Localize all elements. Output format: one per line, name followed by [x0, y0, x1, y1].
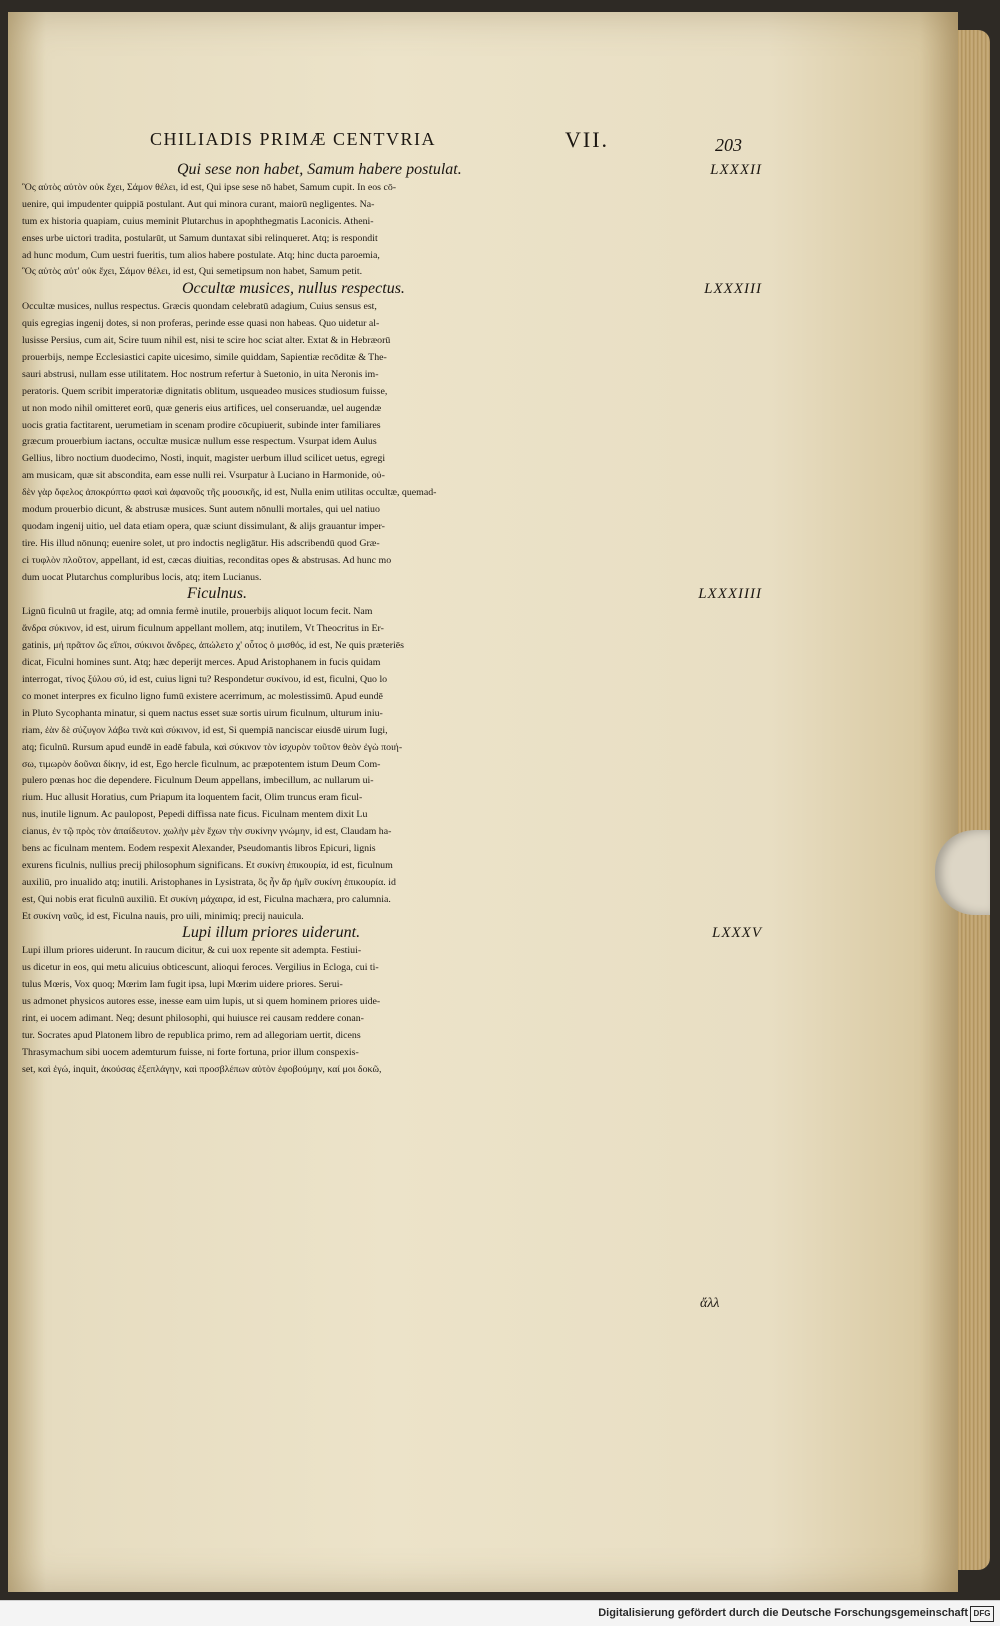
text-line: modum prouerbio dicunt, & abstrusæ musices. Sunt autem nōnulli mortales, qui uel natiuo: [22, 504, 380, 516]
adage-title: Ficulnus.: [187, 585, 247, 603]
chapter-number: VII.: [565, 127, 610, 152]
adage-entry: [22, 281, 762, 586]
folio-number: 203: [715, 135, 742, 155]
text-line: Lignū ficulnū ut fragile, atq; ad omnia fermè inutile, prouerbijs aliquot locum fecit. Nam: [22, 606, 373, 618]
text-line: in Pluto Sycophanta minatur, si quem nactus esset suæ sortis uirum ficulnum, ulturum iniu-: [22, 707, 383, 719]
text-line: riam, ἐὰν δὲ σύζυγον λάβω τινὰ καὶ σύκινον, id est, Si quempiā nanciscar eiusdē uirum Iugi,: [22, 724, 388, 736]
text-line: Et συκίνη ναῦς, id est, Ficulna nauis, pro uili, minimiq; precij nauicula.: [22, 910, 304, 922]
text-line: græcum prouerbium iactans, occultæ musicæ nullum esse respectum. Vsurpat idem Aulus: [22, 436, 377, 448]
text-line: interrogat, τίνος ξύλου σύ, id est, cuius ligni tu? Respondetur συκίνου, id est, ficulni, Quo lo: [22, 674, 388, 686]
page-header: [150, 125, 790, 155]
text-line: sauri abstrusi, nullam esse utilitatem. Hoc nostrum refertur à Suetonio, in uita Neronis im-: [22, 368, 379, 380]
text-line: tire. His illud nōnunq; euenire solet, ut pro indoctis negligātur. His adscribendū quod Græ-: [22, 537, 380, 549]
text-line: gatinis, μή πρᾶτον ὥς εἴποι, σύκινοι ἄνδρες, ἀπώλετο χ' οὗτος ὁ μισθός, id est, Ne quis præteriēs: [22, 640, 404, 652]
text-line: dicat, Ficulni homines sunt. Atq; hæc deperijt merces. Apud Aristophanem in fucis quidam: [22, 657, 381, 669]
catchword: ἄλλ: [700, 1296, 720, 1311]
text-line: quodam ingenij uitio, uel data etiam opera, quæ sciunt dissimulant, & alijs grauantur imper-: [22, 520, 385, 532]
page-body: [22, 162, 762, 1079]
running-head: CHILIADIS PRIMÆ CENTVRIA: [150, 129, 437, 149]
adage-entry: [22, 586, 762, 925]
text-line: exurens ficulnis, nullius precij philosophum significans. Et συκίνη ἐπικουρία, id est, ficulnum: [22, 859, 393, 871]
text-line: Gellius, libro noctium duodecimo, Nosti, inquit, magister uerbum illud scilicet uetus, egregi: [22, 453, 386, 465]
adage-heading: [22, 162, 762, 180]
text-line: us admonet physicos autores esse, inesse eam uim lupis, ut si quem hominem priores uide-: [22, 996, 381, 1008]
text-line: lusisse Persius, cum ait, Scire tuum nihil est, nisi te scire hoc sciat alter. Extat & in Hebræorū: [22, 335, 391, 347]
text-line: uenire, qui impudenter quippiā postulant. Aut qui minora curant, maiorū negligentes. Na-: [22, 198, 375, 210]
text-line: Occultæ musices, nullus respectus. Græcis quondam celebratū adagium, Cuius sensus est,: [22, 301, 377, 313]
adage-number: LXXXII: [710, 162, 762, 178]
funding-credit: Digitalisierung gefördert durch die Deutsche Forschungsgemeinschaft: [598, 1607, 968, 1619]
adage-title: Occultæ musices, nullus respectus.: [182, 280, 405, 298]
text-line: tum ex historia quapiam, cuius meminit Plutarchus in apophthegmatis Laconicis. Atheni-: [22, 215, 374, 227]
digitization-footer: [0, 1600, 1000, 1626]
adage-text: [22, 943, 762, 1078]
text-line: bens ac ficulnam mentem. Eodem respexit Alexander, Pseudomantis libros Epicuri, lignis: [22, 842, 376, 854]
text-line: tur. Socrates apud Platonem libro de republica primo, rem ad allegoriam uertit, dicens: [22, 1029, 361, 1041]
text-line: quis egregias ingenij dotes, si non proferas, perinde esse quasi non habeas. Quo uidetur al-: [22, 318, 380, 330]
adage-text: [22, 604, 762, 925]
text-line: nus, inutile lignum. Ac paulopost, Pepedi diffissa nate ficus. Ficulnam mentem dixit Lu: [22, 809, 368, 821]
adage-number: LXXXIIII: [698, 586, 762, 603]
text-line: rium. Huc allusit Horatius, cum Priapum ita loquentem facit, Olim truncus eram ficul-: [22, 792, 363, 804]
adage-heading: [22, 586, 762, 604]
text-line: enses urbe uictori tradita, postularūt, ut Samum duntaxat sibi relinqueret. Atq; is respondit: [22, 232, 378, 244]
text-line: cianus, ἐν τῷ πρὸς τὸν ἀπαίδευτον. χωλὴν μὲν ἔχων τὴν συκίνην γνώμην, id est, Claudam ha-: [22, 826, 392, 838]
adage-number: LXXXV: [712, 925, 762, 942]
text-line: ci τυφλὸν πλοῦτον, appellant, id est, cæcas diuitias, reconditas opes & abstrusas. Ad hunc mo: [22, 554, 392, 566]
text-line: atq; ficulnū. Rursum apud eundē in eadē fabula, καὶ σύκινον τὸν ἰσχυρὸν τοῦτον θεὸν ἐγὼ ποιή-: [22, 741, 403, 753]
text-line: co monet interpres ex ficulno ligno fumū existere acerrimum, ac molestissimū. Apud eundē: [22, 690, 383, 702]
text-line: prouerbijs, nempe Ecclesiastici capite uicesimo, simile quiddam, Sapientiæ recōditæ & The-: [22, 352, 387, 364]
adage-number: LXXXIII: [704, 281, 762, 298]
adage-text: [22, 180, 762, 281]
adage-title: Qui sese non habet, Samum habere postulat.: [177, 161, 462, 178]
adage-text: [22, 299, 762, 586]
text-line: Ὃς αὑτὸς αὑτὸν οὐκ ἔχει, Σάμον θέλει, id est, Qui ipse sese nō habet, Samum cupit. In eos cō-: [22, 182, 397, 193]
text-line: δὲν γὰρ ὄφελος ἀποκρύπτω φασὶ καὶ ἀφανοῦς τῆς μουσικῆς, id est, Nulla enim utilitas occultæ, quemad-: [22, 487, 437, 499]
text-line: uocis gratia factitarent, uerumetiam in scenam prodire cōcupiuerit, subinde inter familiares: [22, 419, 381, 431]
adage-entry: [22, 925, 762, 1078]
text-line: dum uocat Plutarchus compluribus locis, atq; item Lucianus.: [22, 571, 262, 583]
text-line: Thrasymachum sibi uocem ademturum fuisse, ni forte fortuna, prior illum conspexis-: [22, 1046, 359, 1058]
text-line: peratoris. Quem scribit imperatoriæ dignitatis oblitum, usqueadeo musices studiosum fuisse,: [22, 385, 388, 397]
text-line: est, Qui nobis erat ficulnū auxiliū. Et συκίνη μάχαιρα, id est, Ficulna machæra, pro calumnia.: [22, 893, 391, 905]
text-line: am musicam, quæ sit abscondita, eam esse nulli rei. Vsurpatur à Luciano in Harmonide, οὐ-: [22, 470, 385, 482]
text-line: Lupi illum priores uiderunt. In raucum dicitur, & cui uox repente sit adempta. Festiui-: [22, 945, 362, 957]
text-line: Ὃς αὑτὸς αὑτ' οὐκ ἔχει, Σάμον θέλει, id est, Qui semetipsum non habet, Samum petit.: [22, 266, 363, 278]
adage-title: Lupi illum priores uiderunt.: [182, 924, 361, 942]
text-line: ad hunc modum, Cum uestri fueritis, tum alios habere postulate. Atq; hinc ducta paroemia,: [22, 249, 380, 261]
text-line: ἄνδρα σύκινον, id est, uirum ficulnum appellant mollem, atq; inutilem, Vt Theocritus in Er-: [22, 623, 384, 635]
text-line: us dicetur in eos, qui metu alicuius obticescunt, alioqui feroces. Vergilius in Ecloga, cui ti-: [22, 962, 379, 974]
adage-heading: [22, 925, 762, 943]
text-line: tulus Mœris, Vox quoq; Mœrim Iam fugit ipsa, lupi Mœrim uidere priores. Serui-: [22, 979, 343, 991]
dfg-logo: DFG: [970, 1606, 994, 1622]
text-line: rint, ei uocem adimant. Neq; desunt philosophi, qui huiusce rei causam reddere conan-: [22, 1012, 364, 1024]
text-line: ut non modo nihil omitteret eorū, quæ generis eius artifices, uel conseruandæ, uel augendæ: [22, 402, 382, 414]
text-line: pulero pœnas hoc die dependere. Ficulnum Deum appellans, imbecillum, ac nullarum ui-: [22, 775, 374, 787]
text-line: set, καὶ ἐγώ, inquit, ἀκούσας ἐξεπλάγην, καὶ προσβλέπων αὐτὸν ἐφοβούμην, καί μοι δοκῶ,: [22, 1063, 382, 1075]
adage-heading: [22, 281, 762, 299]
text-line: auxiliū, pro inualido atq; inutili. Aristophanes in Lysistrata, ὃς ἦν ἄρ ἡμῖν συκίνη ἐπικουρία. id: [22, 876, 396, 888]
text-line: σω, τιμωρὸν δοῦναι δίκην, id est, Ego hercle ficulnum, ac præpotentem istum Deum Com-: [22, 758, 381, 770]
adage-entry: [22, 162, 762, 281]
